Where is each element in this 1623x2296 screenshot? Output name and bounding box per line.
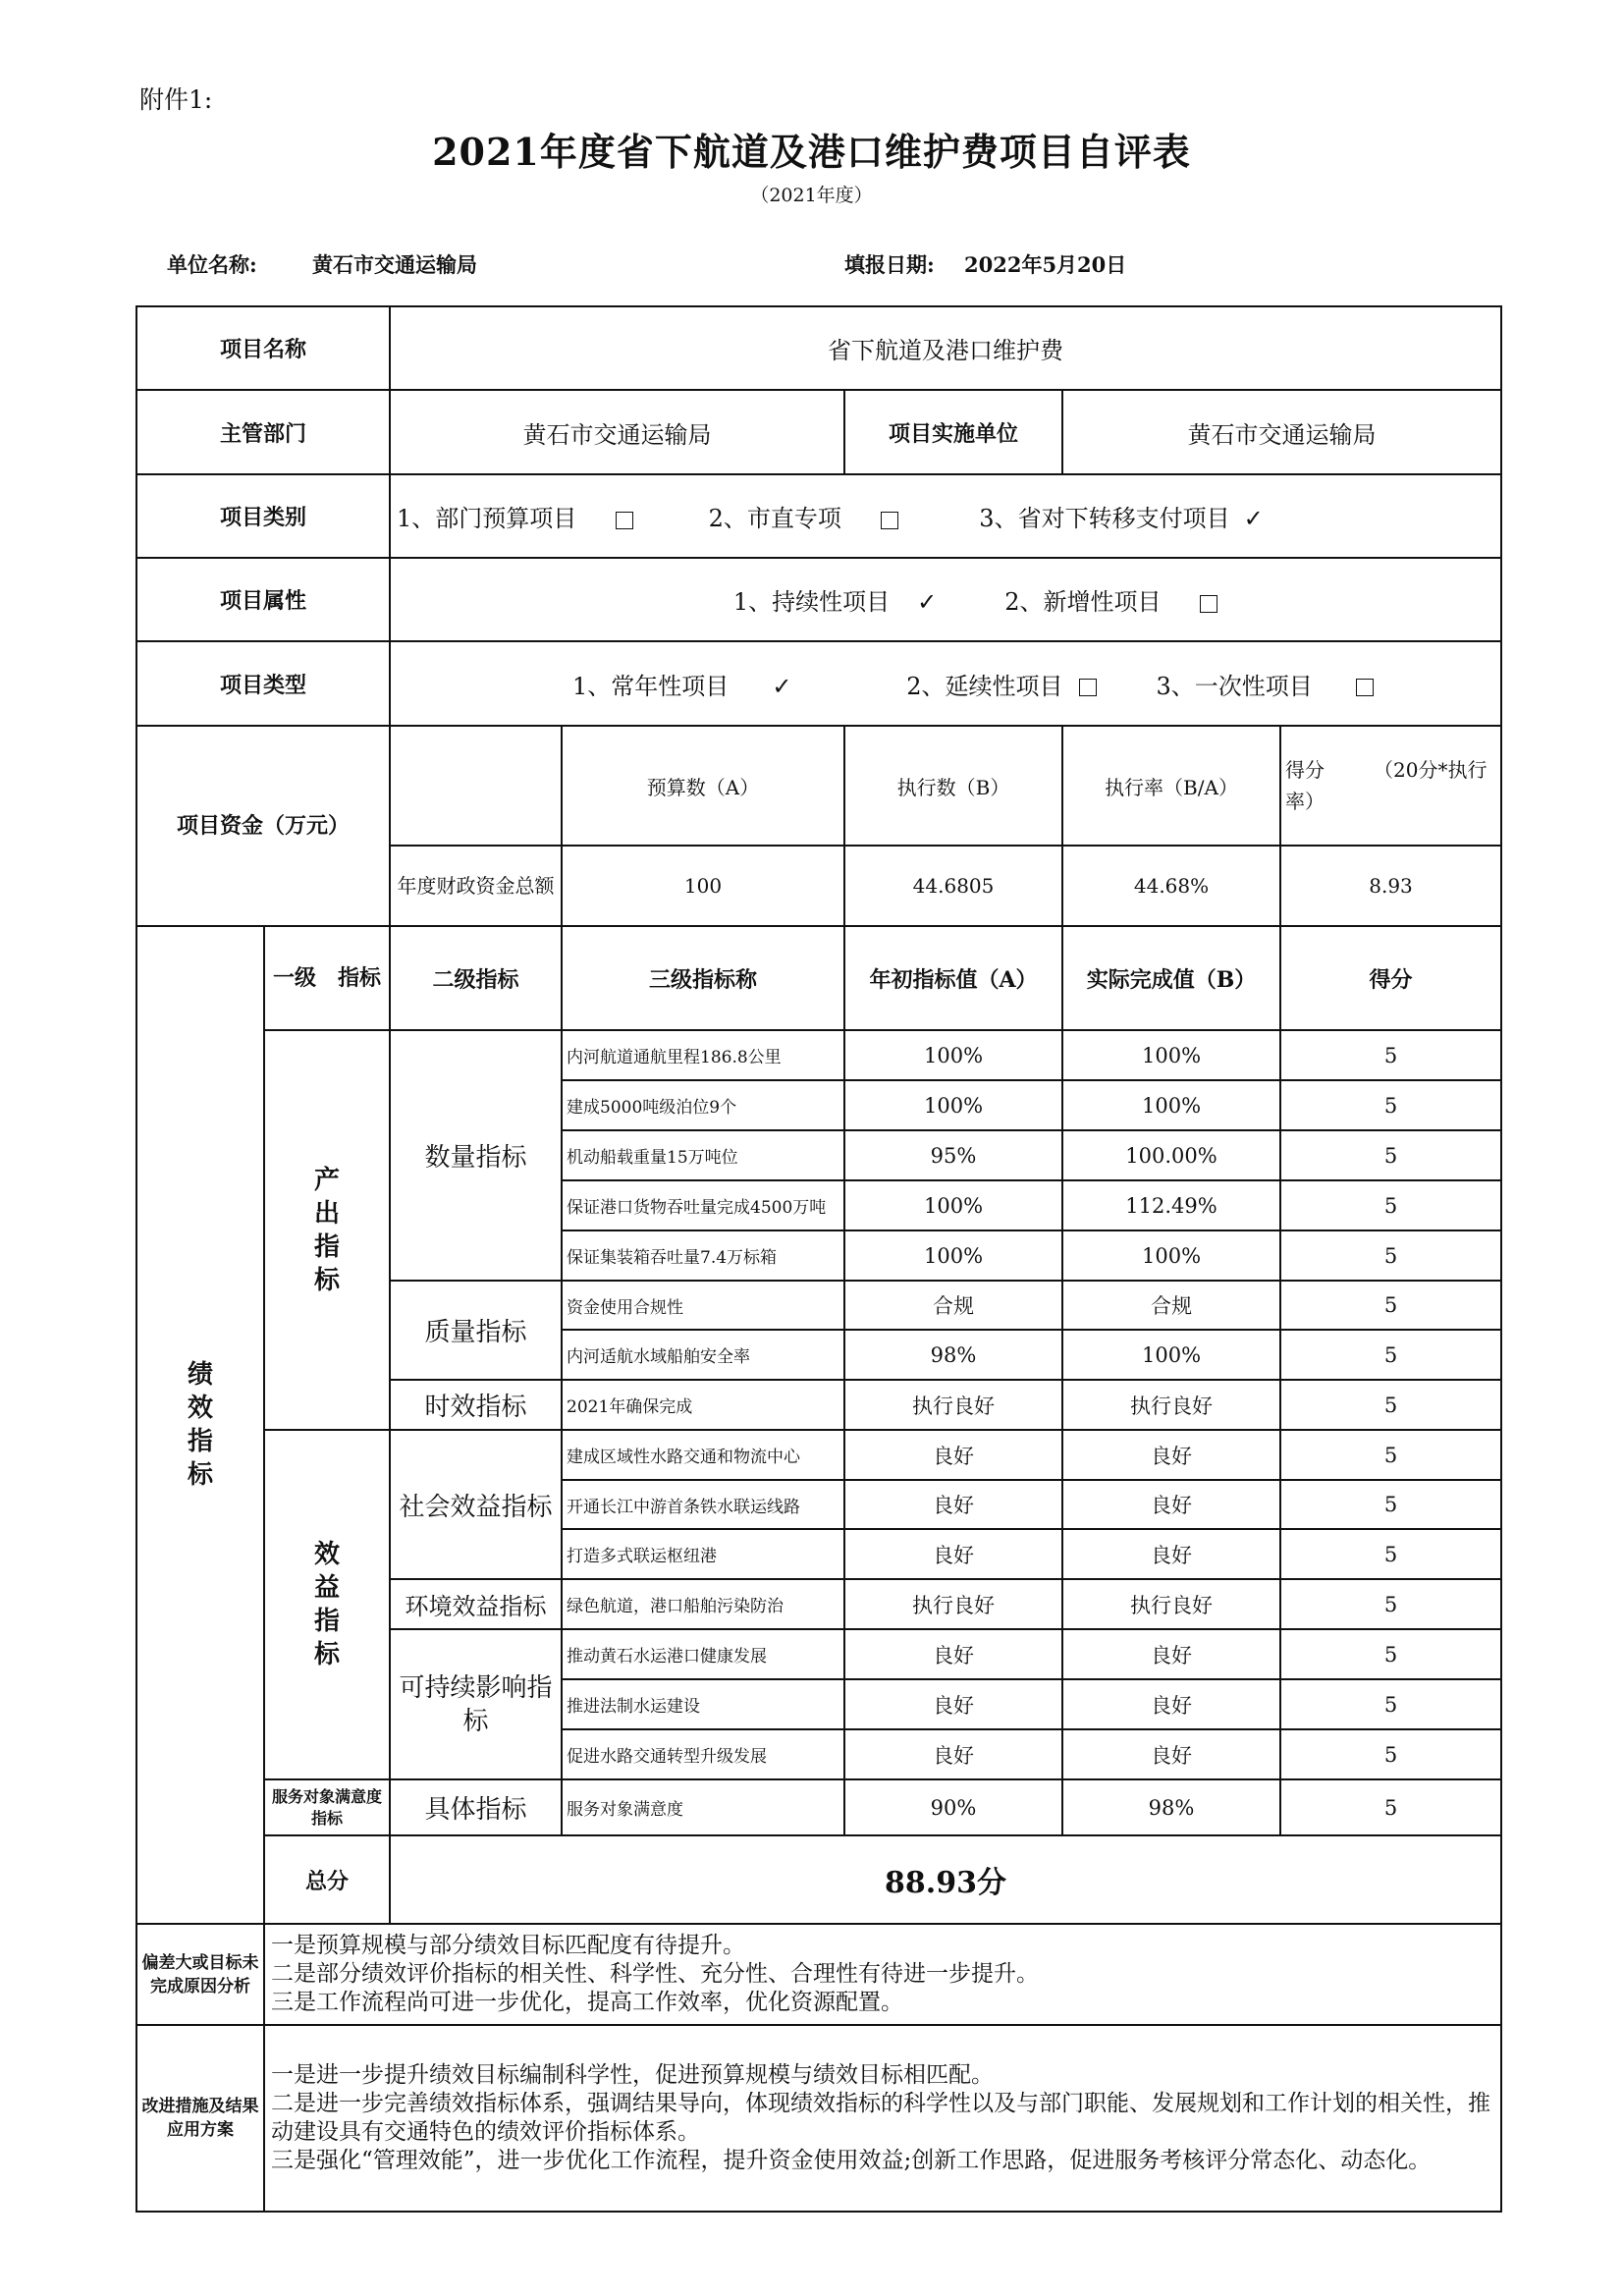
indicator-name: 服务对象满意度 [562, 1779, 844, 1835]
improvement-label: 改进措施及结果应用方案 [136, 2025, 264, 2212]
indicator-name: 机动船载重量15万吨位 [562, 1130, 844, 1180]
header-level1: 一级 指标 [264, 926, 390, 1030]
row-funds-header [136, 726, 1501, 846]
checkmark-icon: ✓ [772, 672, 792, 700]
funds-rate-value: 44.68% [1062, 846, 1280, 926]
type-option-one-time: 3、一次性项目 [1157, 667, 1374, 701]
indicator-score: 5 [1280, 1030, 1501, 1080]
type-options [390, 641, 1501, 726]
fill-date-label: 填报日期: [844, 252, 935, 277]
category-label: 项目类别 [136, 474, 390, 558]
indicator-score: 5 [1280, 1729, 1501, 1779]
category-option-city-special: 2、市直专项 [709, 499, 972, 533]
unit-name-value: 黄石市交通运输局 [312, 252, 477, 277]
attachment-label: 附件1: [139, 85, 213, 114]
indicator-name: 建成区域性水路交通和物流中心 [562, 1430, 844, 1480]
table-row [136, 1779, 1501, 1835]
indicator-actual: 执行良好 [1062, 1579, 1280, 1629]
funds-exec-value: 44.6805 [844, 846, 1062, 926]
row-type [136, 641, 1501, 726]
indicator-score: 5 [1280, 1579, 1501, 1629]
indicator-score: 5 [1280, 1230, 1501, 1281]
improvement-line: 二是进一步完善绩效指标体系，强调结果导向，体现绩效指标的科学性以及与部门职能、发展规划和工作计划的相关性，推动建设具有交通特色的绩效评价指标体系。 [271, 2091, 1490, 2145]
fill-date-value: 2022年5月20日 [964, 252, 1127, 277]
table-row [136, 1430, 1501, 1480]
category-service-satisfaction: 服务对象满意度指标 [264, 1779, 390, 1835]
page-subtitle: （2021年度） [750, 185, 873, 206]
indicator-name: 内河航道通航里程186.8公里 [562, 1030, 844, 1080]
indicator-actual: 良好 [1062, 1430, 1280, 1480]
deviation-line: 一是预算规模与部分绩效目标匹配度有待提升。 [271, 1933, 745, 1958]
row-improvement [136, 2025, 1501, 2212]
indicator-target: 95% [844, 1130, 1062, 1180]
indicator-actual: 良好 [1062, 1679, 1280, 1729]
indicator-actual: 100% [1062, 1230, 1280, 1281]
deviation-text [264, 1924, 1501, 2025]
subcategory-environment: 环境效益指标 [390, 1579, 562, 1629]
indicator-target: 90% [844, 1779, 1062, 1835]
improvement-text [264, 2025, 1501, 2212]
funds-score-value: 8.93 [1280, 846, 1501, 926]
indicator-name: 内河适航水域船舶安全率 [562, 1330, 844, 1380]
table-row [136, 1030, 1501, 1080]
indicator-score: 5 [1280, 1330, 1501, 1380]
indicator-name: 促进水路交通转型升级发展 [562, 1729, 844, 1779]
total-label: 总分 [264, 1835, 390, 1924]
indicator-target: 良好 [844, 1629, 1062, 1679]
unit-name-label: 单位名称: [167, 252, 257, 277]
indicator-name: 资金使用合规性 [562, 1281, 844, 1330]
indicator-target: 合规 [844, 1281, 1062, 1330]
indicator-score: 5 [1280, 1430, 1501, 1480]
indicator-actual: 良好 [1062, 1529, 1280, 1579]
attribute-option-continuing: 1、持续性项目 ✓ [732, 588, 938, 616]
indicator-score: 5 [1280, 1380, 1501, 1430]
indicator-actual: 良好 [1062, 1629, 1280, 1679]
project-name-value: 省下航道及港口维护费 [390, 306, 1501, 390]
indicator-name: 绿色航道，港口船舶污染防治 [562, 1579, 844, 1629]
improvement-line: 一是进一步提升绩效目标编制科学性，促进预算规模与绩效目标相匹配。 [271, 2062, 994, 2088]
indicator-score: 5 [1280, 1180, 1501, 1230]
checkbox-empty-icon [881, 512, 898, 529]
indicator-actual: 100% [1062, 1030, 1280, 1080]
indicator-actual: 100% [1062, 1080, 1280, 1130]
attribute-options [390, 558, 1501, 641]
indicator-score: 5 [1280, 1679, 1501, 1729]
header-actual: 实际完成值（B） [1062, 926, 1280, 1030]
type-option-annual: 1、常年性项目 ✓ [572, 672, 792, 700]
indicator-target: 良好 [844, 1529, 1062, 1579]
indicator-target: 良好 [844, 1729, 1062, 1779]
header-score: 得分 [1280, 926, 1501, 1030]
impl-unit-label: 项目实施单位 [844, 390, 1062, 474]
row-total [136, 1835, 1501, 1924]
type-label: 项目类型 [136, 641, 390, 726]
indicator-target: 良好 [844, 1679, 1062, 1729]
total-value: 88.93分 [390, 1835, 1501, 1924]
category-option-provincial-transfer: 3、省对下转移支付项目 ✓ [979, 505, 1264, 532]
indicator-name: 推进法制水运建设 [562, 1679, 844, 1729]
attribute-label: 项目属性 [136, 558, 390, 641]
indicator-name: 保证港口货物吞吐量完成4500万吨 [562, 1180, 844, 1230]
evaluation-table [135, 305, 1502, 2213]
indicator-actual: 112.49% [1062, 1180, 1280, 1230]
indicator-actual: 100.00% [1062, 1130, 1280, 1180]
indicator-target: 100% [844, 1180, 1062, 1230]
indicator-actual: 执行良好 [1062, 1380, 1280, 1430]
indicator-target: 100% [844, 1230, 1062, 1281]
header-target: 年初指标值（A） [844, 926, 1062, 1030]
subcategory-timeliness: 时效指标 [390, 1380, 562, 1430]
indicator-score: 5 [1280, 1130, 1501, 1180]
indicator-target: 执行良好 [844, 1380, 1062, 1430]
row-attribute [136, 558, 1501, 641]
funds-col-score: 得分 （20分*执行率） [1280, 726, 1501, 846]
page-title: 2021年度省下航道及港口维护费项目自评表 [432, 130, 1191, 174]
subcategory-specific: 具体指标 [390, 1779, 562, 1835]
deviation-line: 二是部分绩效评价指标的相关性、科学性、充分性、合理性有待进一步提升。 [271, 1961, 1039, 1987]
indicator-score: 5 [1280, 1529, 1501, 1579]
indicator-score: 5 [1280, 1480, 1501, 1529]
funds-col-rate: 执行率（B/A） [1062, 726, 1280, 846]
indicator-name: 保证集装箱吞吐量7.4万标箱 [562, 1230, 844, 1281]
indicator-target: 良好 [844, 1480, 1062, 1529]
checkbox-empty-icon [1200, 595, 1217, 613]
indicator-actual: 合规 [1062, 1281, 1280, 1330]
indicator-actual: 100% [1062, 1330, 1280, 1380]
row-project-name [136, 306, 1501, 390]
category-output: 产出指标 [264, 1030, 390, 1430]
indicator-name: 打造多式联运枢纽港 [562, 1529, 844, 1579]
funds-header-blank [390, 726, 562, 846]
attribute-option-new: 2、新增性项目 [1004, 582, 1217, 617]
subcategory-social: 社会效益指标 [390, 1430, 562, 1579]
subcategory-sustainability: 可持续影响指标 [390, 1629, 562, 1779]
category-benefit: 效益指标 [264, 1430, 390, 1779]
indicator-name: 推动黄石水运港口健康发展 [562, 1629, 844, 1679]
indicator-target: 100% [844, 1030, 1062, 1080]
row-category [136, 474, 1501, 558]
indicator-name: 开通长江中游首条铁水联运线路 [562, 1480, 844, 1529]
funds-budget-value: 100 [562, 846, 844, 926]
department-value: 黄石市交通运输局 [390, 390, 844, 474]
indicator-target: 100% [844, 1080, 1062, 1130]
checkmark-icon: ✓ [1243, 505, 1264, 532]
deviation-label: 偏差大或目标未完成原因分析 [136, 1924, 264, 2025]
project-name-label: 项目名称 [136, 306, 390, 390]
indicator-target: 执行良好 [844, 1579, 1062, 1629]
row-perf-header [136, 926, 1501, 1030]
header-level2: 二级指标 [390, 926, 562, 1030]
funds-label: 项目资金（万元） [136, 726, 390, 926]
funds-col-budget: 预算数（A） [562, 726, 844, 846]
category-option-dept-budget: 1、部门预算项目 [397, 499, 701, 533]
indicator-score: 5 [1280, 1779, 1501, 1835]
indicator-target: 98% [844, 1330, 1062, 1380]
indicator-name: 2021年确保完成 [562, 1380, 844, 1430]
header-level3: 三级指标称 [562, 926, 844, 1030]
checkmark-icon: ✓ [917, 588, 938, 616]
indicator-actual: 98% [1062, 1779, 1280, 1835]
checkbox-empty-icon [616, 512, 633, 529]
improvement-line: 三是强化“管理效能”，进一步优化工作流程，提升资金使用效益;创新工作思路，促进服务考核评分常态化、动态化。 [271, 2148, 1432, 2173]
subcategory-quantity: 数量指标 [390, 1030, 562, 1281]
type-option-extended: 2、延续性项目 [854, 667, 1149, 701]
indicator-actual: 良好 [1062, 1729, 1280, 1779]
impl-unit-value: 黄石市交通运输局 [1062, 390, 1501, 474]
indicator-name: 建成5000吨级泊位9个 [562, 1080, 844, 1130]
department-label: 主管部门 [136, 390, 390, 474]
category-options [390, 474, 1501, 558]
funds-row-label: 年度财政资金总额 [390, 846, 562, 926]
checkbox-empty-icon [1356, 679, 1374, 696]
row-department [136, 390, 1501, 474]
indicator-actual: 良好 [1062, 1480, 1280, 1529]
indicator-score: 5 [1280, 1080, 1501, 1130]
deviation-line: 三是工作流程尚可进一步优化，提高工作效率，优化资源配置。 [271, 1990, 903, 2015]
indicator-score: 5 [1280, 1281, 1501, 1330]
indicator-score: 5 [1280, 1629, 1501, 1679]
row-deviation [136, 1924, 1501, 2025]
subcategory-quality: 质量指标 [390, 1281, 562, 1380]
funds-col-exec: 执行数（B） [844, 726, 1062, 846]
perf-section-label: 绩效指标 [136, 926, 264, 1924]
checkbox-empty-icon [1079, 679, 1097, 696]
indicator-target: 良好 [844, 1430, 1062, 1480]
